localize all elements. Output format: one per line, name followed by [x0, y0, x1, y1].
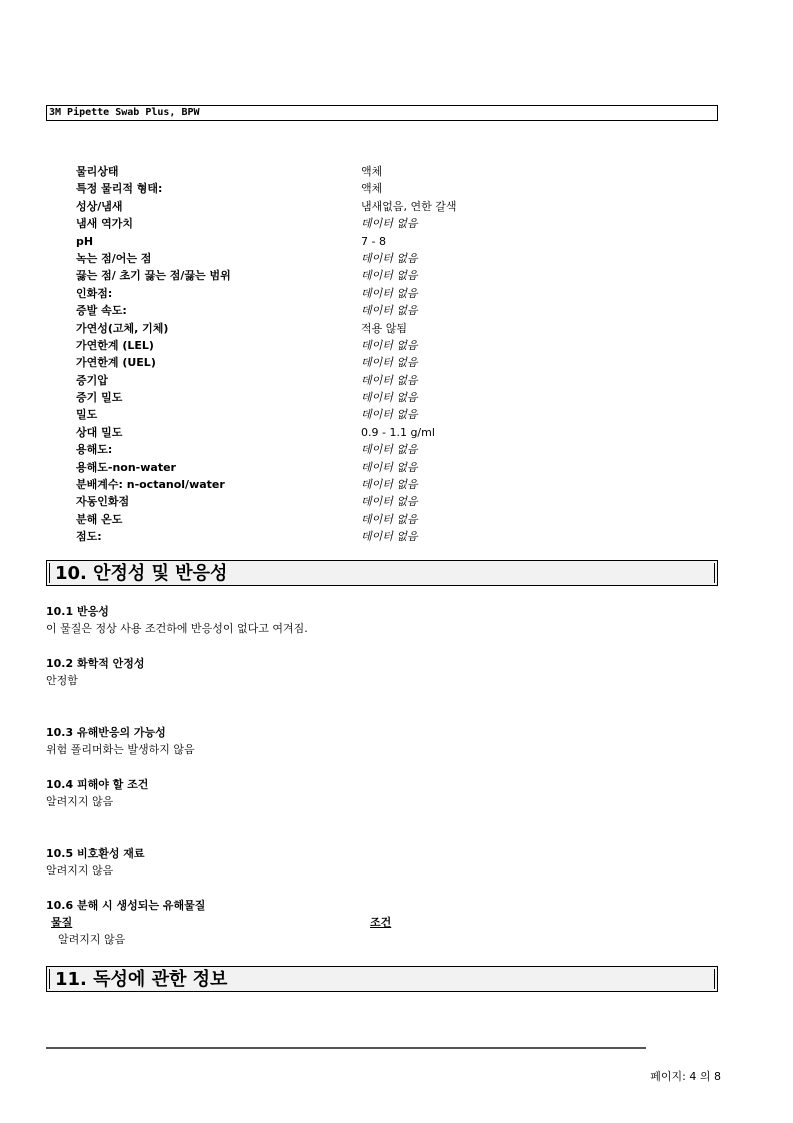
property-row — [76, 215, 716, 232]
property-row — [76, 320, 716, 337]
conditions-to-avoid-text: 알려지지 않음 — [46, 795, 114, 808]
property-name: 상대 밀도 — [76, 425, 123, 439]
section-10-header — [46, 560, 718, 586]
property-row — [76, 406, 716, 423]
property-value: 데이터 없음 — [361, 443, 418, 457]
page-number: 페이지: 4 의 8 — [650, 1070, 721, 1083]
property-name: 용해도: — [76, 443, 113, 457]
property-name: pH — [76, 234, 94, 248]
property-row — [76, 493, 716, 510]
property-row — [76, 528, 716, 545]
reactivity-heading: 10.1 반응성 — [46, 605, 109, 618]
property-value: 데이터 없음 — [361, 338, 418, 352]
property-value: 데이터 없음 — [361, 251, 418, 265]
hazardous-reactions-text: 위험 폴리머화는 발생하지 않음 — [46, 743, 195, 756]
condition-column-header: 조건 — [370, 916, 392, 929]
property-name: 증기압 — [76, 373, 108, 387]
incompatible-materials-text: 알려지지 않음 — [46, 864, 114, 877]
property-name: 용해도-non-water — [76, 460, 176, 474]
property-name: 가연한계 (UEL) — [76, 356, 156, 370]
property-row — [76, 233, 716, 250]
property-row — [76, 337, 716, 354]
property-value: 데이터 없음 — [361, 356, 418, 370]
property-name: 냄새 역가치 — [76, 217, 133, 231]
property-name: 성상/냄새 — [76, 199, 123, 213]
reactivity-text: 이 물질은 정상 사용 조건하에 반응성이 없다고 여겨짐. — [46, 622, 308, 635]
document-header — [46, 105, 718, 121]
property-name: 가연한계 (LEL) — [76, 338, 154, 352]
property-row — [76, 163, 716, 180]
property-name: 밀도 — [76, 408, 98, 422]
property-row — [76, 476, 716, 493]
property-value: 데이터 없음 — [361, 269, 418, 283]
property-value: 데이터 없음 — [361, 495, 418, 509]
property-value: 액체 — [361, 182, 383, 196]
conditions-to-avoid-heading: 10.4 피해야 할 조건 — [46, 778, 149, 791]
property-value: 데이터 없음 — [361, 512, 418, 526]
property-value: 데이터 없음 — [361, 408, 418, 422]
property-row — [76, 267, 716, 284]
section-10-title: 10. 안정성 및 반응성 — [55, 563, 228, 584]
property-row — [76, 511, 716, 528]
property-value: 데이터 없음 — [361, 530, 418, 544]
property-row — [76, 424, 716, 441]
property-name: 인화점: — [76, 286, 113, 300]
property-name: 끓는 점/ 초기 끓는 점/끓는 범위 — [76, 269, 231, 283]
property-name: 증기 밀도 — [76, 391, 123, 405]
property-row — [76, 198, 716, 215]
property-row — [76, 372, 716, 389]
property-name: 특정 물리적 형태: — [76, 182, 163, 196]
chemical-stability-heading: 10.2 화학적 안정성 — [46, 657, 145, 670]
property-row — [76, 441, 716, 458]
property-name: 물리상태 — [76, 165, 119, 178]
physical-properties-list — [76, 163, 716, 546]
property-row — [76, 354, 716, 371]
property-name: 자동인화점 — [76, 495, 130, 509]
incompatible-materials-heading: 10.5 비호환성 재료 — [46, 847, 145, 860]
property-row — [76, 180, 716, 197]
property-value: 0.9 - 1.1 g/ml — [361, 425, 435, 439]
property-name: 점도: — [76, 530, 102, 544]
property-row — [76, 459, 716, 476]
property-value: 데이터 없음 — [361, 478, 418, 492]
property-value: 데이터 없음 — [361, 460, 418, 474]
property-value: 7 - 8 — [361, 234, 386, 248]
property-row — [76, 285, 716, 302]
property-value: 데이터 없음 — [361, 217, 418, 231]
property-value: 적용 않됨 — [361, 321, 408, 335]
property-value: 데이터 없음 — [361, 391, 418, 405]
property-value: 냄새없음, 연한 갈색 — [361, 199, 457, 213]
property-row — [76, 389, 716, 406]
decomposition-products-text: 알려지지 않음 — [58, 933, 126, 946]
property-name: 가연성(고체, 기체) — [76, 321, 169, 335]
property-value: 데이터 없음 — [361, 304, 418, 318]
property-name: 분해 온도 — [76, 512, 123, 526]
property-name: 증발 속도: — [76, 304, 127, 318]
product-name: 3M Pipette Swab Plus, BPW — [49, 107, 200, 118]
section-11-title: 11. 독성에 관한 정보 — [55, 969, 228, 990]
decomposition-products-heading: 10.6 분해 시 생성되는 유해물질 — [46, 899, 206, 912]
hazardous-reactions-heading: 10.3 유해반응의 가능성 — [46, 726, 166, 739]
property-row — [76, 302, 716, 319]
chemical-stability-text: 안정함 — [46, 674, 78, 687]
property-name: 녹는 점/어는 점 — [76, 251, 152, 265]
property-value: 액체 — [361, 165, 383, 178]
section-11-header — [46, 966, 718, 992]
property-name: 분배계수: n-octanol/water — [76, 478, 225, 492]
property-value: 데이터 없음 — [361, 373, 418, 387]
footer-divider — [46, 1047, 646, 1049]
substance-column-header: 물질 — [51, 916, 73, 929]
property-value: 데이터 없음 — [361, 286, 418, 300]
property-row — [76, 250, 716, 267]
